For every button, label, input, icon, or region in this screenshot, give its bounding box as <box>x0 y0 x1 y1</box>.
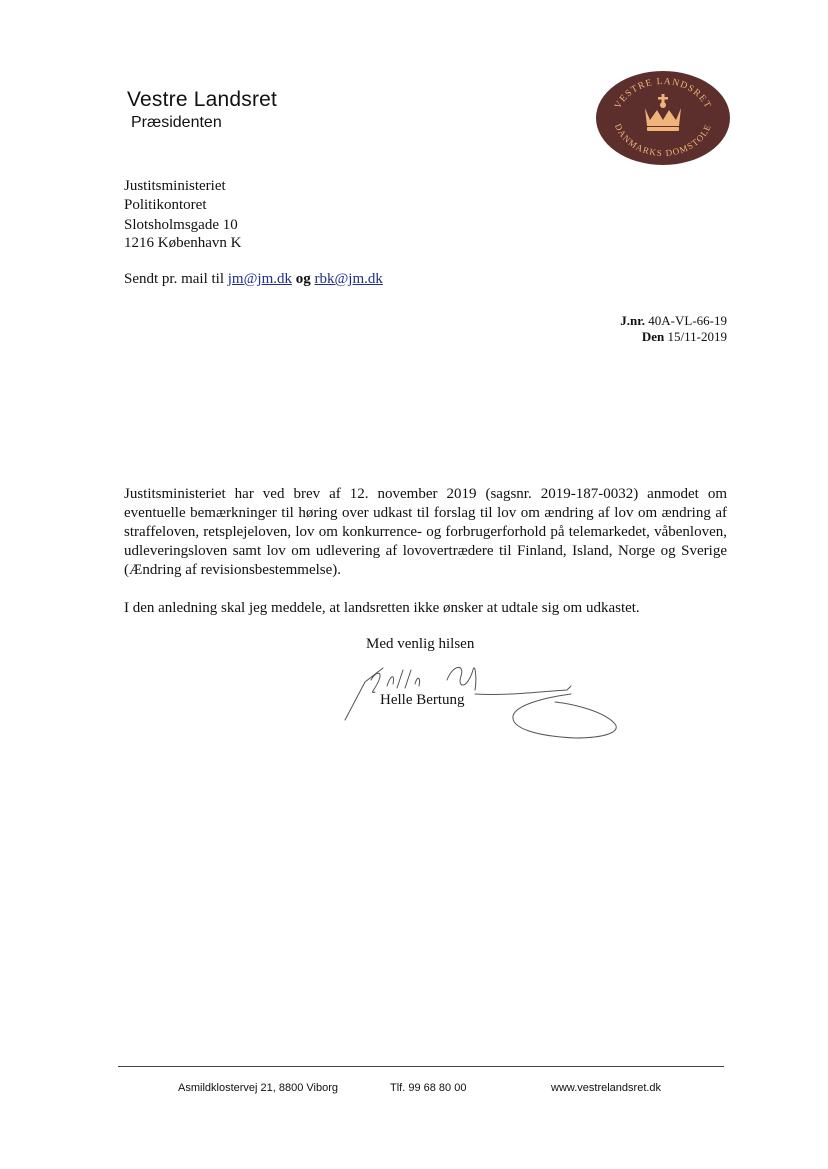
signer-name: Helle Bertung <box>380 692 465 708</box>
footer-divider <box>118 1066 724 1067</box>
closing-greeting: Med venlig hilsen <box>366 636 475 652</box>
office-title: Præsidenten <box>131 114 222 131</box>
recipient-line-street: Slotsholmsgade 10 <box>124 217 238 233</box>
recipient-line-city: 1216 København K <box>124 235 242 251</box>
sent-joiner: og <box>295 271 311 287</box>
body-paragraph-1: Justitsministeriet har ved brev af 12. november 2019 (sagsnr. 2019-187-0032) anmodet om eventuelle bemærkninger til høring over udkast til forslag til lov om ændring af lov om ændring af straffeloven, retsplejeloven, lov om konkurrence- og forbrugerforhold på telemarkedet, våbenloven, udleveringsloven samt lov om udlevering af lovovertrædere til Finland, Island, Norge og Sverige (Ændring af revisionsbestemmelse). <box>124 486 727 578</box>
court-name: Vestre Landsret <box>127 88 278 111</box>
letter-date <box>642 328 727 345</box>
journal-number-label: J.nr. <box>620 313 646 328</box>
recipient-line-office: Politikontoret <box>124 197 207 213</box>
sent-prefix: Sendt pr. mail til <box>124 271 224 287</box>
email-link-rbk[interactable]: rbk@jm.dk <box>314 271 383 287</box>
journal-number <box>620 312 727 329</box>
letter-date-value: 15/11-2019 <box>667 329 727 344</box>
seal-text-bottom: DANMARKS DOMSTOLE <box>612 122 714 159</box>
seal-text-top: VESTRE LANDSRET <box>613 76 713 111</box>
footer-phone: Tlf. 99 68 80 00 <box>390 1082 467 1094</box>
footer-address: Asmildklostervej 21, 8800 Viborg <box>178 1082 338 1094</box>
recipient-line-ministry: Justitsministeriet <box>124 178 226 194</box>
journal-number-value: 40A-VL-66-19 <box>648 313 727 328</box>
body-paragraph-2: I den anledning skal jeg meddele, at landsretten ikke ønsker at udtale sig om udkastet. <box>124 600 640 616</box>
sent-by-mail-line <box>124 271 383 288</box>
letter-date-label: Den <box>641 329 665 344</box>
court-seal-logo <box>595 70 731 166</box>
footer-website: www.vestrelandsret.dk <box>551 1082 662 1094</box>
email-link-jm[interactable]: jm@jm.dk <box>227 271 292 287</box>
